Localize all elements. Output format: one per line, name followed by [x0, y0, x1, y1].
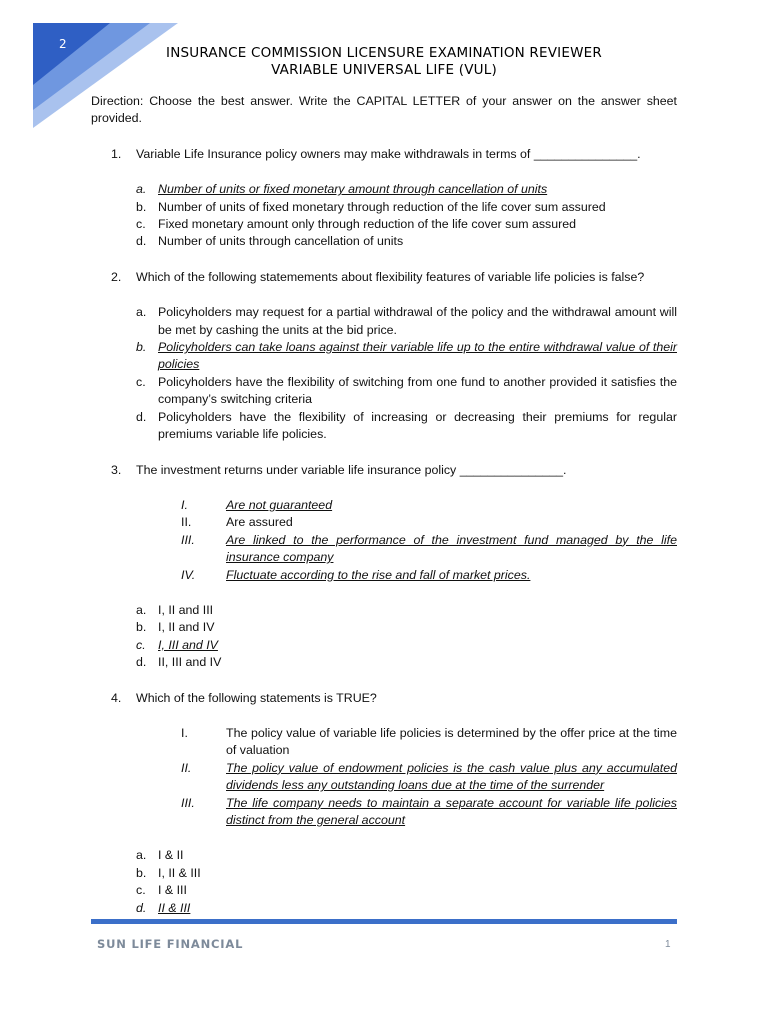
- option-letter: c.: [136, 637, 146, 652]
- option-letter: d.: [136, 655, 147, 670]
- statement-numeral: II.: [181, 760, 192, 775]
- question-3: [91, 462, 677, 672]
- answer-option: [136, 199, 677, 216]
- option-letter: c.: [136, 883, 146, 898]
- option-letter: a.: [136, 182, 147, 197]
- answer-option: [136, 233, 677, 250]
- option-letter: c.: [136, 217, 146, 232]
- answer-option: [136, 865, 677, 882]
- option-text: I, II and III: [158, 602, 214, 617]
- option-letter: b.: [136, 620, 147, 635]
- statement-text: Are assured: [226, 515, 293, 530]
- option-letter: b.: [136, 865, 147, 880]
- option-text: I & II: [158, 848, 184, 863]
- question-text: Which of the following statements is TRUE?: [136, 690, 377, 705]
- statement-text: The policy value of variable life policies is determined by the offer price at the time of valuation: [226, 725, 677, 758]
- statement-item: [181, 567, 677, 584]
- option-text: Number of units of fixed monetary through reduction of the life cover sum assured: [158, 199, 606, 214]
- option-text: Policyholders may request for a partial withdrawal of the policy and the withdrawal amount will be met by cashing the units at the bid price.: [158, 305, 677, 337]
- option-text: I & III: [158, 883, 187, 898]
- footer-page-number: 1: [665, 939, 671, 950]
- option-letter: c.: [136, 374, 146, 389]
- statement-item: [181, 514, 677, 531]
- statement-item: [181, 497, 677, 514]
- answer-option: [136, 637, 677, 654]
- answer-option: [136, 619, 677, 636]
- statement-numeral: I.: [181, 725, 188, 740]
- question-2: [91, 269, 677, 444]
- option-text: Number of units or fixed monetary amount through cancellation of units: [158, 182, 548, 197]
- option-letter: b.: [136, 340, 147, 355]
- option-letter: a.: [136, 305, 147, 320]
- question-number: 1.: [111, 146, 122, 161]
- option-list: [136, 304, 677, 443]
- question-text: Variable Life Insurance policy owners may make withdrawals in terms of _______________.: [136, 146, 641, 161]
- statement-item: [181, 760, 677, 795]
- option-text: Policyholders can take loans against their variable life up to the entire withdrawal value of their policies: [158, 340, 677, 372]
- option-letter: d.: [136, 900, 147, 915]
- header-subtitle: VARIABLE UNIVERSAL LIFE (VUL): [271, 62, 497, 78]
- option-letter: d.: [136, 234, 147, 249]
- answer-option: [136, 339, 677, 374]
- option-letter: b.: [136, 199, 147, 214]
- option-text: I, II and IV: [158, 620, 215, 635]
- option-letter: d.: [136, 409, 147, 424]
- document-header: [0, 45, 768, 79]
- answer-option: [136, 847, 677, 864]
- answer-option: [136, 374, 677, 409]
- statement-item: [181, 532, 677, 567]
- answer-option: [136, 181, 677, 198]
- option-list: [136, 602, 677, 672]
- footer-company: SUN LIFE FINANCIAL: [97, 937, 244, 951]
- direction-text: Direction: Choose the best answer. Write the CAPITAL LETTER of your answer on the answer sheet provided.: [91, 94, 677, 126]
- answer-option: [136, 882, 677, 899]
- statement-list: [136, 497, 677, 584]
- option-text: Fixed monetary amount only through reduction of the life cover sum assured: [158, 217, 577, 232]
- question-text: Which of the following statemements about flexibility features of variable life policies is false?: [136, 269, 645, 284]
- statement-item: [181, 795, 677, 830]
- option-text: II, III and IV: [158, 655, 222, 670]
- option-text: Policyholders have the flexibility of switching from one fund to another provided it satisfies the company’s switching criteria: [158, 374, 677, 407]
- question-list: [91, 146, 677, 917]
- option-text: I, III and IV: [158, 637, 218, 652]
- option-list: [136, 847, 677, 917]
- question-number: 4.: [111, 690, 122, 705]
- statement-text: The policy value of endowment policies is the cash value plus any accumulated dividends less any outstanding loans due at the time of the surrender: [226, 760, 677, 793]
- option-letter: a.: [136, 602, 147, 617]
- question-4: [91, 690, 677, 917]
- question-text: The investment returns under variable life insurance policy _______________.: [136, 462, 567, 477]
- question-number: 2.: [111, 269, 122, 284]
- statement-text: Are linked to the performance of the investment fund managed by the life insurance company: [226, 532, 677, 565]
- option-text: II & III: [158, 900, 191, 915]
- header-title: INSURANCE COMMISSION LICENSURE EXAMINATION REVIEWER: [166, 45, 602, 61]
- question-1: [91, 146, 677, 251]
- option-letter: a.: [136, 848, 147, 863]
- option-text: I, II & III: [158, 865, 201, 880]
- statement-numeral: III.: [181, 795, 195, 810]
- question-number: 3.: [111, 462, 122, 477]
- statement-item: [181, 725, 677, 760]
- statement-text: Fluctuate according to the rise and fall of market prices.: [226, 567, 531, 582]
- answer-option: [136, 409, 677, 444]
- statement-text: Are not guaranteed: [226, 497, 333, 512]
- document-body: [91, 93, 677, 935]
- statement-list: [136, 725, 677, 829]
- page-badge: 2: [59, 37, 67, 51]
- statement-numeral: I.: [181, 497, 188, 512]
- option-list: [136, 181, 677, 251]
- statement-text: The life company needs to maintain a separate account for variable life policies distinct from the general account: [226, 795, 677, 827]
- statement-numeral: II.: [181, 515, 192, 530]
- answer-option: [136, 654, 677, 671]
- answer-option: [136, 602, 677, 619]
- answer-option: [136, 216, 677, 233]
- footer-bar: [91, 919, 677, 924]
- option-text: Policyholders have the flexibility of increasing or decreasing their premiums for regular premiums variable life policies.: [158, 409, 677, 442]
- answer-option: [136, 304, 677, 339]
- statement-numeral: IV.: [181, 567, 196, 582]
- answer-option: [136, 900, 677, 917]
- statement-numeral: III.: [181, 532, 195, 547]
- option-text: Number of units through cancellation of units: [158, 234, 404, 249]
